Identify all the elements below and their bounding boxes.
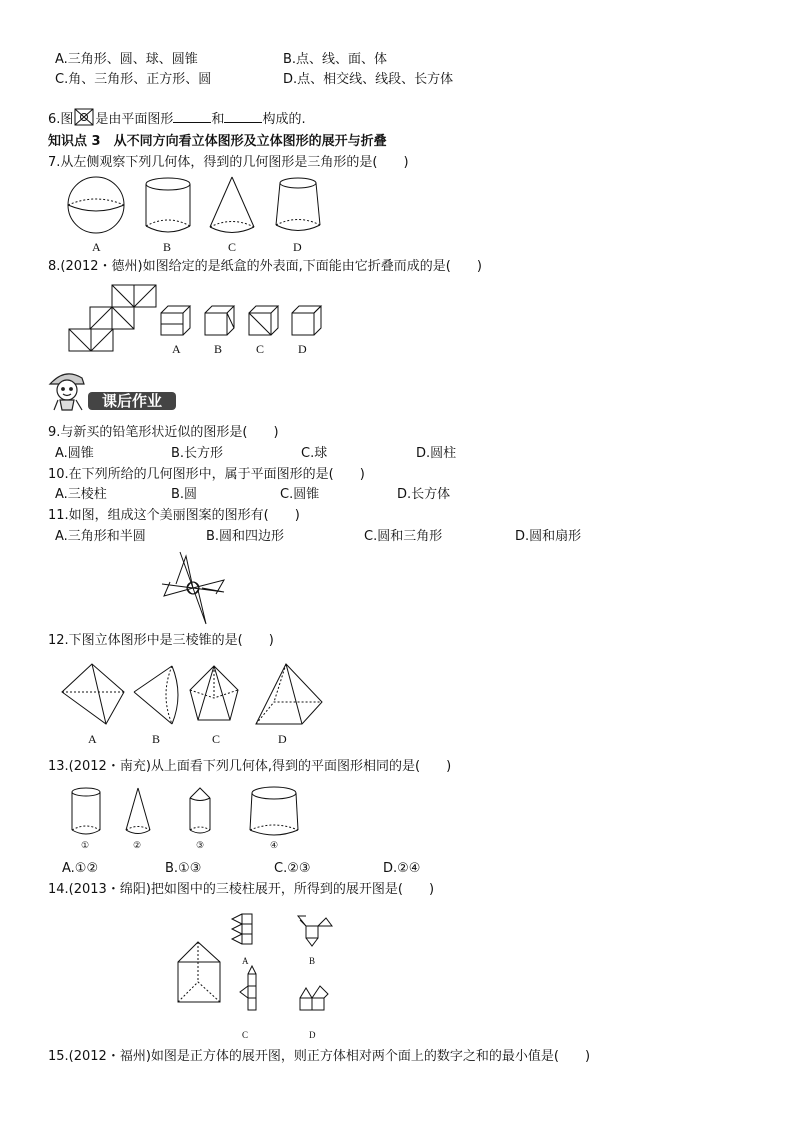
q13-solids-figure (66, 786, 302, 838)
q11-pinwheel-figure (160, 550, 226, 626)
q14-nets-figure (228, 912, 338, 1024)
q13-option-a: A.①② (62, 861, 99, 876)
q6-blank-1[interactable] (173, 110, 211, 123)
q14-label-d: D (309, 1030, 316, 1040)
q10-option-b: B.圆 (171, 487, 198, 502)
q7-sphere (68, 177, 124, 233)
q14-net-b (298, 916, 332, 946)
q7-label-c: C (228, 240, 237, 254)
q6-prefix: 6.图 (48, 112, 74, 127)
q6-and: 和 (211, 112, 225, 127)
q9-option-a: A.圆锥 (55, 446, 94, 461)
q8-cube-c (249, 306, 278, 335)
q7-frustum (276, 178, 320, 231)
q13-num-4: ④ (270, 840, 279, 850)
q6-mid: 是由平面图形 (95, 112, 174, 127)
q12-solids-figure (60, 662, 326, 726)
q10-option-a: A.三棱柱 (55, 487, 107, 502)
q6-inline-figure (74, 108, 94, 126)
q8-label-a: A (172, 342, 181, 356)
q8-cube-d (292, 306, 321, 335)
homework-banner (44, 366, 178, 414)
q8-cubes-figure (160, 305, 324, 337)
q6-stem (48, 108, 306, 128)
q12-label-b: B (152, 732, 161, 746)
q6-blank-2[interactable] (224, 110, 262, 123)
q8-stem: 8.(2012・德州)如图给定的是纸盒的外表面,下面能由它折叠而成的是( ) (48, 259, 482, 274)
q10-option-d: D.长方体 (397, 487, 451, 502)
q9-option-c: C.球 (301, 446, 328, 461)
q5-option-a: A.三角形、圆、球、圆锥 (55, 52, 198, 67)
q7-label-a: A (92, 240, 101, 254)
q9-option-b: B.长方形 (171, 446, 224, 461)
q11-option-a: A.三角形和半圆 (55, 529, 146, 544)
q15-stem: 15.(2012・福州)如图是正方体的展开图，则正方体相对两个面上的数字之和的最小值是( ) (48, 1049, 591, 1064)
cartoon-child-icon (50, 374, 84, 410)
q12-label-c: C (212, 732, 221, 746)
q14-label-a: A (242, 956, 249, 966)
q11-option-c: C.圆和三角形 (364, 529, 443, 544)
homework-banner-text: 课后作业 (101, 392, 163, 410)
q8-net-figure (68, 284, 158, 352)
q5-option-d: D.点、相交线、线段、长方体 (283, 72, 454, 87)
q13-option-d: D.②④ (383, 861, 421, 876)
q12-label-a: A (88, 732, 97, 746)
q12-solid-d (256, 664, 322, 724)
q13-num-2: ② (133, 840, 142, 850)
q14-net-a (232, 914, 252, 944)
q13-option-c: C.②③ (274, 861, 311, 876)
q14-net-d (300, 986, 328, 1010)
q12-solid-c (190, 666, 238, 720)
q14-stem: 14.(2013・绵阳)把如图中的三棱柱展开，所得到的展开图是( ) (48, 882, 435, 897)
q11-option-d: D.圆和扇形 (515, 529, 582, 544)
q13-stem: 13.(2012・南充)从上面看下列几何体,得到的平面图形相同的是( ) (48, 759, 452, 774)
q8-label-c: C (256, 342, 265, 356)
q11-option-b: B.圆和四边形 (206, 529, 285, 544)
q14-label-b: B (309, 956, 316, 966)
q8-label-d: D (298, 342, 307, 356)
q11-stem: 11.如图，组成这个美丽图案的图形有( ) (48, 508, 300, 523)
q7-solids-figure (66, 175, 330, 235)
q14-net-c (240, 966, 256, 1010)
q10-option-c: C.圆锥 (280, 487, 320, 502)
q8-cube-b (205, 306, 234, 335)
q8-label-b: B (214, 342, 223, 356)
q5-option-b: B.点、线、面、体 (283, 52, 388, 67)
q7-stem: 7.从左侧观察下列几何体，得到的几何图形是三角形的是( ) (48, 155, 409, 170)
q13-num-3: ③ (196, 840, 205, 850)
section-3-heading: 知识点 3 从不同方向看立体图形及立体图形的展开与折叠 (48, 134, 387, 149)
q8-cube-a (161, 306, 190, 335)
q14-label-c: C (242, 1030, 249, 1040)
q7-cone (210, 177, 254, 233)
q9-option-d: D.圆柱 (416, 446, 457, 461)
q5-option-c: C.角、三角形、正方形、圆 (55, 72, 212, 87)
q7-label-d: D (293, 240, 302, 254)
q6-suffix: 构成的. (262, 112, 306, 127)
q13-frustum (250, 787, 298, 835)
q14-prism-figure (176, 940, 222, 1004)
q12-label-d: D (278, 732, 287, 746)
q13-cone-on-cylinder (190, 788, 210, 833)
q13-cone (126, 788, 150, 834)
q13-option-b: B.①③ (165, 861, 202, 876)
q10-stem: 10.在下列所给的几何图形中，属于平面图形的是( ) (48, 467, 365, 482)
q13-cylinder (72, 788, 100, 834)
q12-stem: 12.下图立体图形中是三棱锥的是( ) (48, 633, 274, 648)
q13-num-1: ① (81, 840, 90, 850)
q12-solid-a (62, 664, 124, 724)
q12-solid-b (134, 666, 178, 724)
q7-label-b: B (163, 240, 172, 254)
q9-stem: 9.与新买的铅笔形状近似的图形是( ) (48, 425, 279, 440)
q7-cylinder (146, 178, 190, 232)
